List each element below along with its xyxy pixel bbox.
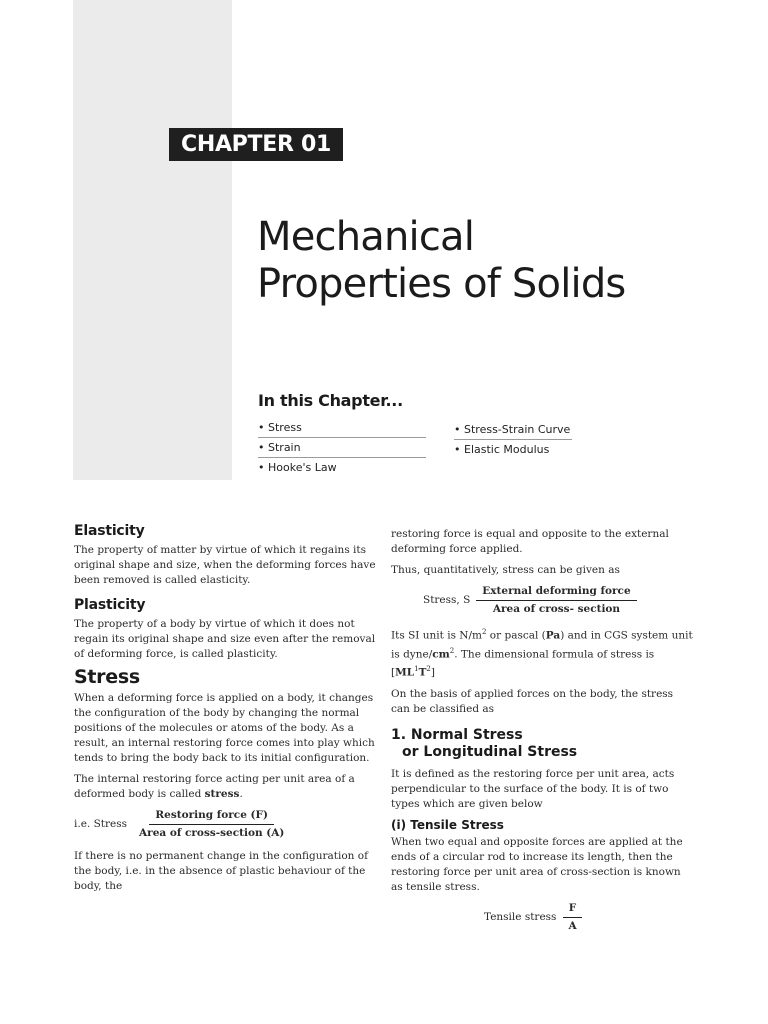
formula-numerator: Restoring force (F) (149, 808, 274, 825)
formula-lhs: i.e. Stress (74, 818, 128, 830)
tensile-formula-denominator: A (568, 919, 577, 932)
stress-paragraph-1: When a deforming force is applied on a body, it changes the configuration of the body by changing the normal positions of the molecules or atoms of the body. As a result, an internal restoring force comes into play which tends to bring the body back to its initial configuration. (74, 692, 375, 764)
restoring-force-paragraph: restoring force is equal and opposite to the external deforming force applied. (391, 528, 669, 555)
si-unit-paragraph (391, 625, 695, 681)
formula-denominator: Area of cross-section (A) (139, 827, 285, 839)
tensile-formula-lhs: Tensile stress (484, 910, 557, 923)
si-text-a: Its SI unit is N/m (391, 629, 482, 642)
toc-item-hookes-law[interactable]: • Hooke's Law (258, 458, 426, 477)
si-dim-ml: ML (395, 666, 415, 679)
stress-paragraph-2-end: . (239, 788, 243, 800)
quantitative-paragraph: Thus, quantitatively, stress can be given as (391, 564, 620, 576)
formula-s-fraction (476, 584, 636, 617)
si-text-c: ) and in CGS system unit is dyne/ (391, 629, 693, 660)
chapter-title-line1: Mechanical (257, 214, 475, 260)
toc-item-stress-strain-curve[interactable]: • Stress-Strain Curve (454, 420, 572, 440)
chapter-title-line2: Properties of Solids (257, 261, 626, 307)
toc-right-list (454, 420, 572, 459)
decorative-gray-band (73, 0, 232, 480)
stress-formula (74, 808, 376, 841)
classification-paragraph: On the basis of applied forces on the body, the stress can be classified as (391, 687, 674, 715)
tensile-formula-numerator: F (563, 901, 582, 918)
normal-stress-heading-line1: 1. Normal Stress (391, 726, 523, 743)
tensile-stress-paragraph: When two equal and opposite forces are applied at the ends of a circular rod to increase its length, then the restoring force per unit area of cross-section is known as tensile stress. (391, 835, 683, 893)
toc-left-list (258, 418, 426, 477)
stress-s-formula (423, 584, 695, 617)
si-dim-t-sup: 2 (426, 665, 431, 673)
stress-term: stress (204, 788, 240, 800)
si-cm-sup: 2 (449, 646, 455, 655)
stress-heading: Stress (74, 666, 140, 688)
tensile-formula (484, 901, 695, 934)
tensile-stress-heading: (i) Tensile Stress (391, 817, 504, 832)
chapter-label: CHAPTER 01 (169, 128, 343, 161)
si-text-d: . The dimensional formula of stress is [ (391, 648, 655, 679)
plasticity-paragraph: The property of a body by virtue of which it does not regain its original shape and size even after the removal of deforming force, is called plasticity. (74, 618, 376, 660)
si-text-e: ] (430, 666, 435, 679)
si-pascal: Pa (545, 629, 561, 642)
left-column (74, 524, 376, 900)
stress-paragraph-2-text: The internal restoring force acting per unit area of a deformed body is called (74, 773, 355, 800)
right-column (391, 527, 695, 942)
si-cm: cm (432, 648, 450, 660)
tensile-formula-fraction (562, 901, 582, 934)
si-text-b: or pascal ( (486, 629, 546, 642)
toc-item-stress[interactable]: • Stress (258, 418, 426, 438)
toc-heading: In this Chapter... (258, 391, 403, 410)
formula-fraction (133, 808, 290, 841)
stress-paragraph-3: If there is no permanent change in the configuration of the body, i.e. in the absence of plastic behaviour of the body, the (74, 850, 368, 892)
toc-item-elastic-modulus[interactable]: • Elastic Modulus (454, 440, 572, 459)
plasticity-heading: Plasticity (74, 597, 146, 613)
si-dim-t: T (418, 666, 427, 679)
elasticity-paragraph: The property of matter by virtue of which it regains its original shape and size, when the deforming forces have been removed is called elasticity. (74, 544, 376, 586)
toc-item-strain[interactable]: • Strain (258, 438, 426, 458)
formula-s-lhs: Stress, S (423, 594, 471, 606)
normal-stress-paragraph: It is defined as the restoring force per unit area, acts perpendicular to the surface of the body. It is of two types which are given below (391, 767, 675, 810)
normal-stress-heading (391, 727, 695, 761)
si-sup: 2 (481, 628, 487, 636)
formula-s-denominator: Area of cross- section (492, 603, 621, 615)
formula-s-numerator: External deforming force (476, 584, 636, 601)
stress-paragraph-2 (74, 772, 376, 802)
normal-stress-heading-line2: or Longitudinal Stress (402, 743, 578, 760)
chapter-title (257, 214, 625, 308)
si-dim-ml-sup: 1 (414, 665, 419, 673)
elasticity-heading: Elasticity (74, 523, 145, 539)
